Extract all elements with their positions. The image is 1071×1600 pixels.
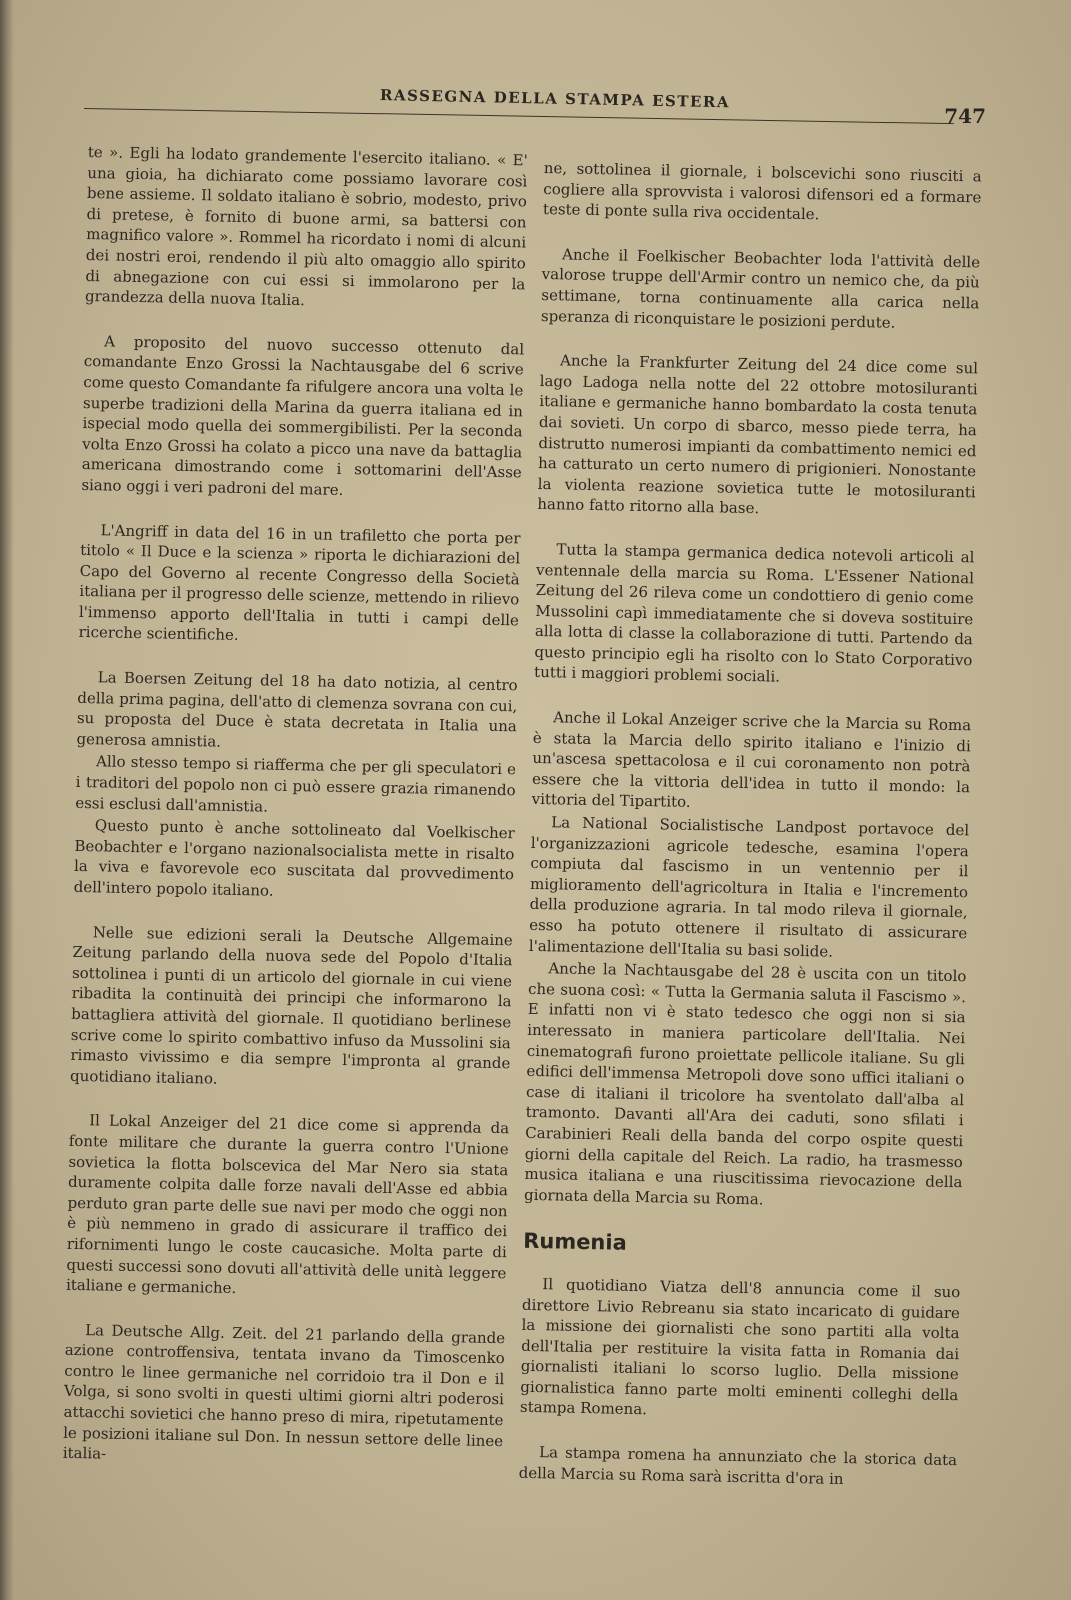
paragraph: La stampa romena ha annunziato che la storica data della Marcia su Roma sarà iscritta d'ora in	[518, 1443, 958, 1488]
paragraph: Questo punto è anche sottolineato dal Voelkischer Beobachter e l'organo nazionalsocialista mette in risalto la viva e favorevole eco suscitata dal provvedimento dell'intero popolo italiano.	[73, 816, 515, 900]
paragraph: Nelle sue edizioni serali la Deutsche Allgemaine Zeitung parlando della nuova sede del Popolo d'Italia sottolinea i punti di un articolo del giornale in cui viene ribadita la continuità dei principi che informarono la battagliera attività del giornale. Il quotidiano berlinese scrive come lo spirito combattivo infuso da Mussolini sia rimasto vivissimo e dia sempre l'impronta al grande quotidiano italiano.	[69, 922, 513, 1088]
header-title: RASSEGNA DELLA STAMPA ESTERA	[379, 86, 731, 112]
section-heading: Rumenia	[522, 1229, 627, 1256]
running-header	[80, 84, 986, 128]
paragraph: Anche la Nachtausgabe del 28 è uscita con un titolo che suona così: « Tutta la Germania saluta il Fascismo ». E infatti non vi è stato tedesco che oggi non si sia interessato in maniera particolare dell'Italia. Nei cinematografi furono proiettate pellicole italiane. Su gli edifici dell'immensa Metropoli dove sono uffici italiani o case di italiani il tricolore ha sventolato dall'alba al tramonto. Davanti all'Ara dei caduti, sono sfilati i Carabinieri Reali della banda del corpo ospite questi giorni della capitale del Reich. La radio, ha trasmesso musica italiana e una riuscitissima rievocazione della giornata della Marcia su Roma.	[523, 959, 967, 1209]
paragraph: A proposito del nuovo successo ottenuto dal comandante Enzo Grossi la Nachtausgabe del 6 scrive come questo Comandante fa rifulgere ancora una volta le superbe tradizioni della Marina da guerra italiana ed in ispecial modo quella dei sommergibilisti. Per la seconda volta Enzo Grossi ha colato a picco una nave da battaglia americana dimostrando come i sottomarini dell'Asse siano oggi i veri padroni del mare.	[81, 332, 525, 499]
paragraph: L'Angriff in data del 16 in un trafiletto che porta per titolo « Il Duce e la scienza » riporta le dichiarazioni del Capo del Governo al recente Congresso della Società italiana per il progresso delle scienze, mettendo in rilievo l'immenso apporto dell'Italia in tutti i campi delle ricerche scientifiche.	[78, 520, 521, 645]
paragraph: La Deutsche Allg. Zeit. del 21 parlando della grande azione controffensiva, tentata invano da Timoscenko contro le linee germaniche nel corridoio tra il Don e il Volga, si sono svolti in questi ultimi giorni altri poderosi attacchi sovietici che hanno preso di mira, ripetutamente le posizioni italiane sul Don. In nessun settore delle linee italia-	[62, 1320, 506, 1463]
paragraph: La National Socialistische Landpost portavoce del l'organizzazioni agricole tedesche, esamina l'opera compiuta dal fascismo in un ventennio per il miglioramento dell'agricoltura in Italia e l'incremento della produzione agraria. In tal modo rileva il giornale, esso ha potuto ottenere il risultato di assicurare l'alimentazione dell'Italia su basi solide.	[528, 813, 970, 961]
page-number: 747	[944, 104, 986, 128]
paragraph: Anche il Lokal Anzeiger scrive che la Marcia su Roma è stata la Marcia dello spirito italiano e l'inizio di un'ascesa spettacolosa e il cui coronamento non potrà essere che la vittoria dell'idea in tutto il mondo: la vittoria del Tipartito.	[531, 708, 972, 812]
paragraph: Il Lokal Anzeiger del 21 dice come si apprenda da fonte militare che durante la guerra contro l'Unione sovietica la flotta bolscevica del Mar Nero sia stata duramente colpita dalle forze navali dell'Asse ed abbia perduto gran parte delle sue navi per modo che oggi non è più nemmeno in grado di assicurare il traffico dei rifornimenti lungo le coste caucasiche. Molta parte di questi successi sono dovuti all'attività delle unità leggere italiane e germaniche.	[65, 1111, 510, 1298]
paragraph: Anche il Foelkischer Beobachter loda l'attività delle valorose truppe dell'Armir contro un nemico che, da più settimane, torna continuamente alla carica nella speranza di riconquistare le posizioni perdute.	[540, 245, 981, 332]
left-column	[63, 142, 528, 1472]
paragraph: te ». Egli ha lodato grandemente l'esercito italiano. « E' una gioia, ha dichiarato come possiamo lavorare così bene assieme. Il soldato italiano è sobrio, modesto, privo di pretese, è fornito di buone armi, sa battersi con magnifico valore ». Rommel ha ricordato i nomi di alcuni dei nostri eroi, rendendo il più alto omaggio allo spirito di abnegazione con cui essi si immolarono per la grandezza della nuova Italia.	[84, 142, 528, 310]
paragraph: ne, sottolinea il giornale, i bolscevichi sono riusciti a cogliere alla sprovvista i valorosi difensori ed a formare teste di ponte sulla riva occidentale.	[542, 158, 982, 224]
paragraph: Il quotidiano Viatza dell'8 annuncia come il suo direttore Livio Rebreanu sia stato incaricato di guidare la missione dei giornalisti che sono partiti alla volta dell'Italia per restituire la visita fatta in Romania dai giornalisti italiani lo scorso luglio. Della missione giornalistica fanno parte molti eminenti colleghi della stampa Romena.	[519, 1275, 961, 1419]
paragraph: Anche la Frankfurter Zeitung del 24 dice come sul lago Ladoga nella notte del 22 ottobre motosiluranti italiane e germaniche hanno bombardato la costa tenuta dai sovieti. Un corpo di sbarco, messo piede terra, ha distrutto numerosi impianti da combattimento nemici ed ha catturato un certo numero di prigionieri. Nonostante la violenta reazione sovietica tutte le motosiluranti hanno fatto ritorno alla base.	[537, 351, 979, 518]
paragraph: Tutta la stampa germanica dedica notevoli articoli al ventennale della marcia su Roma. L'Essener National Zeitung del 26 rileva come un condottiero di genio come Mussolini capì immediatamente che si doveva sostituire alla lotta di classe la collaborazione di tutti. Partendo da questo principio egli ha risolto con lo Stato Corporativo tutti i maggiori problemi sociali.	[533, 540, 975, 687]
paragraph: La Boersen Zeitung del 18 ha dato notizia, al centro della prima pagina, dell'atto di clemenza sovrana con cui, su proposta del Duce è stata decretata in Italia una generosa amnistia.	[76, 668, 518, 751]
right-column	[519, 158, 982, 1491]
paragraph: Allo stesso tempo si riafferma che per gli speculatori e i traditori del popolo non ci può essere grazia rimanendo essi esclusi dall'amnistia.	[75, 752, 517, 816]
page-edge-shadow	[0, 0, 14, 1600]
